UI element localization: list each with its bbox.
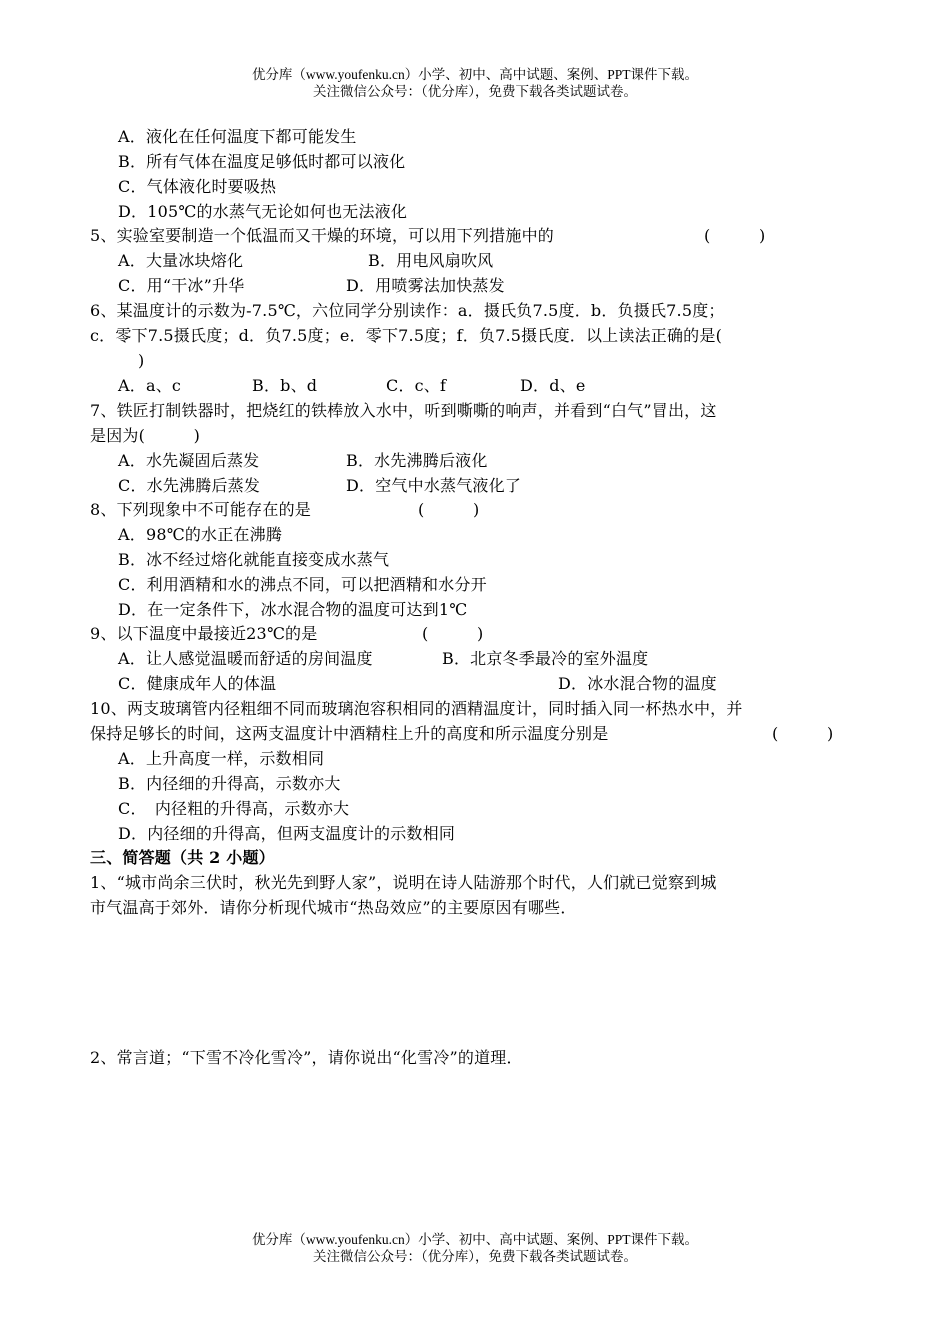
footer-line-2: 关注微信公众号：（优分库），免费下载各类试题试卷。 (313, 1249, 637, 1264)
q10-option-d: D．内径细的升得高，但两支温度计的示数相同 (118, 824, 456, 843)
q6-option-a: A．a、c (118, 376, 182, 395)
q8-option-a: A．98℃的水正在沸腾 (118, 525, 283, 544)
footer-line-1: 优分库（www.youfenku.cn）小学、初中、高中试题、案例、PPT课件下载。 (251, 1232, 699, 1247)
q5-option-c: C．用“干冰”升华 (118, 276, 245, 295)
q10-answer-bracket: ( ) (772, 724, 834, 743)
q8-answer-bracket: ( ) (418, 500, 480, 519)
q6-option-b: B．b、d (252, 376, 318, 395)
q9-stem: 9、以下温度中最接近23℃的是 (90, 624, 318, 643)
q4-option-b: B．所有气体在温度足够低时都可以液化 (118, 152, 406, 171)
q7-stem-line-2: 是因为( ) (90, 426, 201, 445)
q10-option-b: B．内径细的升得高，示数亦大 (118, 774, 341, 793)
section-3-heading: 三、简答题（共 2 小题） (90, 848, 275, 867)
q7-option-c: C．水先沸腾后蒸发 (118, 476, 261, 495)
q10-stem-line-2: 保持足够长的时间，这两支温度计中酒精柱上升的高度和所示温度分别是 (90, 724, 609, 743)
q4-option-c: C．气体液化时要吸热 (118, 177, 277, 196)
q7-option-b: B．水先沸腾后液化 (346, 451, 488, 470)
q7-option-d: D．空气中水蒸气液化了 (346, 476, 522, 495)
short-answer-1-line-1: 1、“城市尚余三伏时，秋光先到野人家”，说明在诗人陆游那个时代，人们就已觉察到城 (90, 873, 717, 892)
q7-stem-line-1: 7、铁匠打制铁器时，把烧红的铁棒放入水中，听到嘶嘶的响声，并看到“白气”冒出，这 (90, 401, 717, 420)
q9-option-c: C．健康成年人的体温 (118, 674, 277, 693)
q5-option-a: A．大量冰块熔化 (118, 251, 244, 270)
q8-option-d: D．在一定条件下，冰水混合物的温度可达到1℃ (118, 600, 468, 619)
q4-option-d: D．105℃的水蒸气无论如何也无法液化 (118, 202, 408, 221)
page-footer (0, 1231, 950, 1265)
q8-option-c: C．利用酒精和水的沸点不同，可以把酒精和水分开 (118, 575, 487, 594)
q6-option-d: D．d、e (520, 376, 586, 395)
header-line-2: 关注微信公众号：（优分库），免费下载各类试题试卷。 (313, 84, 637, 99)
q5-option-d: D．用喷雾法加快蒸发 (346, 276, 505, 295)
q10-option-a: A．上升高度一样，示数相同 (118, 749, 325, 768)
q8-stem: 8、下列现象中不可能存在的是 (90, 500, 311, 519)
q9-option-b: B．北京冬季最冷的室外温度 (442, 649, 649, 668)
q10-option-c: C． 内径粗的升得高，示数亦大 (118, 799, 350, 818)
q9-answer-bracket: ( ) (422, 624, 484, 643)
q9-option-d: D．冰水混合物的温度 (558, 674, 717, 693)
q5-stem: 5、实验室要制造一个低温而又干燥的环境，可以用下列措施中的 (90, 226, 554, 245)
q6-stem-line-3: ) (138, 351, 145, 370)
q4-option-a: A．液化在任何温度下都可能发生 (118, 127, 357, 146)
q10-stem-line-1: 10、两支玻璃管内径粗细不同而玻璃泡容积相同的酒精温度计，同时插入同一杯热水中，并 (90, 699, 743, 718)
page-header (0, 66, 950, 100)
q7-option-a: A．水先凝固后蒸发 (118, 451, 260, 470)
q5-option-b: B．用电风扇吹风 (368, 251, 494, 270)
q9-option-a: A．让人感觉温暖而舒适的房间温度 (118, 649, 373, 668)
q6-option-c: C．c、f (386, 376, 447, 395)
short-answer-1-line-2: 市气温高于郊外．请你分析现代城市“热岛效应”的主要原因有哪些． (90, 898, 577, 917)
short-answer-2: 2、常言道；“下雪不冷化雪冷”，请你说出“化雪冷”的道理． (90, 1048, 523, 1067)
q6-stem-line-2: c．零下7.5摄氏度；d．负7.5度；e．零下7.5度；f．负7.5摄氏度．以上读法正确的是( (90, 326, 723, 345)
q6-stem-line-1: 6、某温度计的示数为-7.5℃，六位同学分别读作：a．摄氏负7.5度．b．负摄氏7.5度； (90, 301, 725, 320)
q8-option-b: B．冰不经过熔化就能直接变成水蒸气 (118, 550, 390, 569)
q5-answer-bracket: ( ) (704, 226, 766, 245)
header-line-1: 优分库（www.youfenku.cn）小学、初中、高中试题、案例、PPT课件下载。 (251, 67, 699, 82)
